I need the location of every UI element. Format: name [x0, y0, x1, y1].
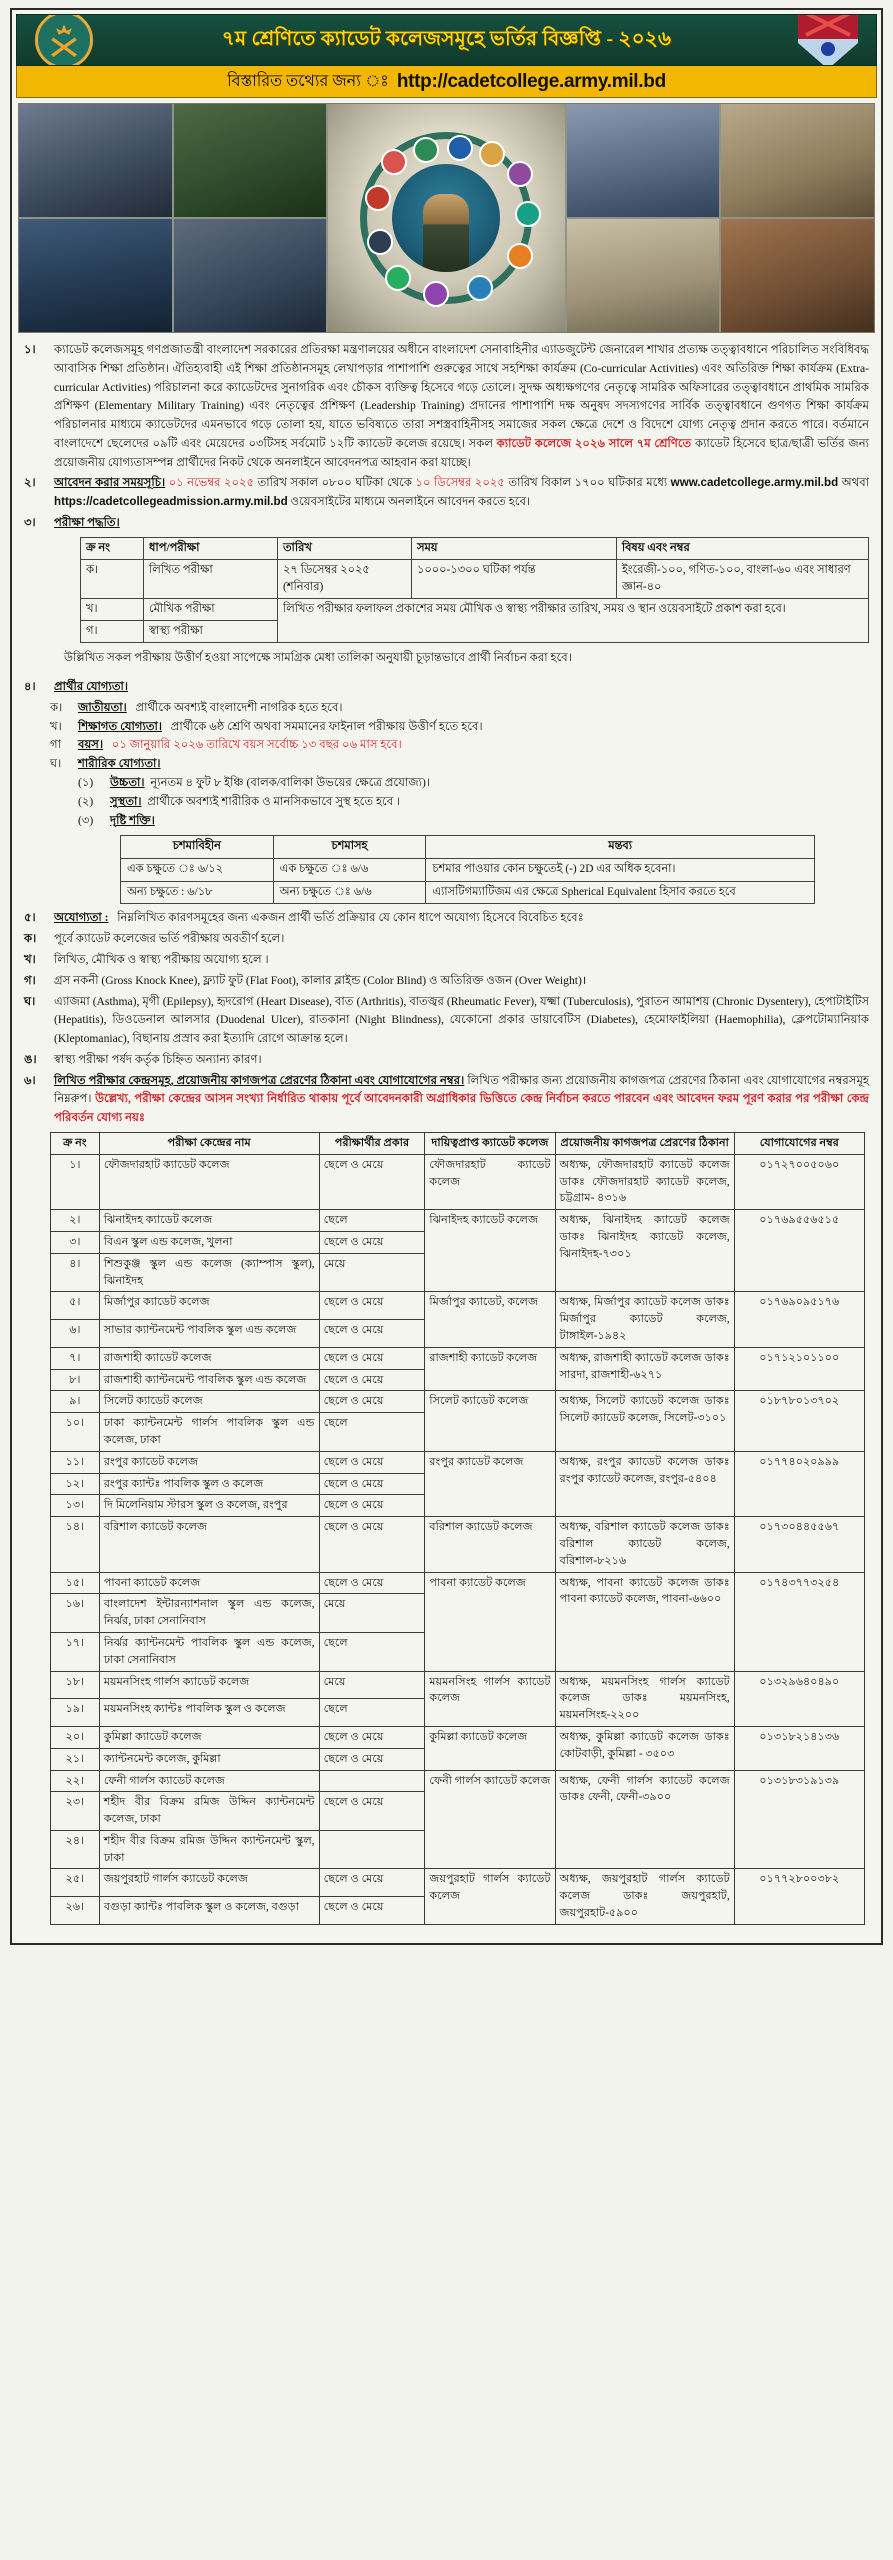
notice-sheet: [10, 8, 883, 1945]
section-6-heading: লিখিত পরীক্ষার কেন্দ্রসমূহ, প্রয়োজনীয় কাগজপত্র প্রেরণের ঠিকানা এবং যোগাযোগের নম্বর।: [54, 1073, 465, 1087]
physical-fitness-number: (২): [78, 794, 94, 808]
centers-col-center-name: পরীক্ষা কেন্দ্রের নাম: [99, 1133, 319, 1155]
section-2: [24, 474, 869, 512]
section-6-number: ৬।: [24, 1073, 36, 1087]
disqualification-a: [24, 930, 869, 949]
physical-eyesight: [78, 812, 869, 831]
center-sl: ১৬।: [51, 1594, 100, 1633]
center-name: কুমিল্লা ক্যাডেট কলেজ: [99, 1726, 319, 1748]
center-address: অধ্যক্ষ, পাবনা ক্যাডেট কলেজ ডাকঃ পাবনা ক্যাডেট কলেজ, পাবনা-৬৬০০: [555, 1572, 734, 1671]
center-candidate-type: [319, 1770, 425, 1792]
disqualification-b-text: লিখিত, মৌখিক ও স্বাস্থ্য পরীক্ষায় অযোগ্য হলে ।: [54, 952, 269, 966]
section-3-heading: পরীক্ষা পদ্ধতি।: [54, 516, 120, 530]
physical-eyesight-label: দৃষ্টি শক্তি।: [110, 813, 155, 827]
section-3-note-text: উল্লিখিত সকল পরীক্ষায় উত্তীর্ণ হওয়া সাপেক্ষে সামগ্রিক মেধা তালিকা অনুযায়ী চূড়ান্তভাবে প্রার্থী নির্বাচন করা হবে।: [64, 651, 572, 665]
center-contact-number[interactable]: ০১৩২৯৬৪০৪৯০: [734, 1671, 864, 1726]
qualification-age-label: বয়স।: [78, 738, 104, 752]
center-candidate-type: ছেলে ও মেয়ে: [319, 1726, 425, 1748]
table-row: [121, 859, 815, 882]
disqualification-d-text: এ্যাজমা (Asthma), মৃগী (Epilepsy), হৃদরোগ (Heart Disease), বাত (Arthritis), বাতজ্বর (Rheumatic Fever), যক্ষ্মা (Tuberculosis), পুরাতন আমাশয় (Chronic Dysentery), হেপাটাইটিস (Hepatitis), ডিওডেনাল আলসার (Duodenal Ulcer), রাতকানা (Night Blindness), যেকোনো প্রকার ডায়াবেটিস (Diabetes), হেমোফাইলিয়া (Haemophilia), ক্লেপটোম্যানিয়াক (Kleptomaniac), বিছানায় প্রস্রাব করা ইত্যাদি রোগে আক্রান্ত হলে।: [54, 994, 869, 1046]
collage-photo-1: [19, 104, 172, 217]
center-sl: ২।: [51, 1210, 100, 1232]
website-url-strip[interactable]: [16, 66, 877, 98]
disqualification-d-number: ঘ।: [24, 994, 36, 1008]
eyesight-remark-2: এ্যাসটিগম্যাটিজম এর ক্ষেত্রে Spherical Equivalent হিসাব করতে হবে: [426, 881, 815, 904]
section-1: [24, 341, 869, 472]
photo-collage: [18, 103, 875, 333]
center-address: অধ্যক্ষ, রাজশাহী ক্যাডেট কলেজ ডাকঃ সারদা, রাজশাহী-৬২৭১: [555, 1347, 734, 1391]
center-name: ক্যান্টনমেন্ট কলেজ, কুমিল্লা: [99, 1748, 319, 1770]
center-name: ঝিনাইদহ ক্যাডেট কলেজ: [99, 1210, 319, 1232]
centers-col-contact-number: যোগাযোগের নম্বর: [734, 1133, 864, 1155]
section-3-number: ৩।: [24, 516, 36, 530]
center-name: পাবনা ক্যাডেট কলেজ: [99, 1572, 319, 1594]
center-sl: ৬।: [51, 1320, 100, 1348]
qualification-nationality: [50, 699, 869, 718]
table-row: [51, 1210, 865, 1232]
center-address: অধ্যক্ষ, কুমিল্লা ক্যাডেট কলেজ ডাকঃ কোটবাড়ী, কুমিল্লা - ৩৫০৩: [555, 1726, 734, 1770]
table-row: [51, 1347, 865, 1369]
center-sl: ১৭।: [51, 1632, 100, 1671]
center-contact-number[interactable]: ০১৭৭২৮০০৩৮২: [734, 1869, 864, 1924]
center-candidate-type: ছেলে: [319, 1210, 425, 1232]
centers-header-row: [51, 1133, 865, 1155]
exam-row-sl: ক।: [81, 559, 144, 598]
exam-col-date: তারিখ: [277, 537, 411, 559]
collage-photo-6: [174, 219, 327, 332]
center-contact-number[interactable]: ০১৭২৭০০৫০৬০: [734, 1154, 864, 1209]
center-candidate-type: ছেলে ও মেয়ে: [319, 1231, 425, 1253]
physical-fitness-label: সুস্থতা।: [110, 794, 142, 808]
center-candidate-type: ছেলে ও মেয়ে: [319, 1869, 425, 1897]
center-sl: ২৫।: [51, 1869, 100, 1897]
center-responsible-college: বরিশাল ক্যাডেট কলেজ: [425, 1517, 555, 1572]
center-contact-number[interactable]: ০১৭৭৪০২০৯৯৯: [734, 1451, 864, 1516]
exam-row-sl: খ।: [81, 599, 144, 621]
section-3: [24, 514, 869, 533]
physical-fitness-text: প্রার্থীকে অবশ্যই শারীরিক ও মানসিকভাবে সুস্থ হতে হবে ।: [147, 794, 401, 808]
exam-centers-table: [50, 1132, 865, 1925]
center-contact-number[interactable]: ০১৭৬৯০৯৫১৭৬: [734, 1292, 864, 1347]
collage-photo-7: [567, 219, 720, 332]
table-row: [51, 1572, 865, 1594]
eyesight-with-1: এক চক্ষুতে ঃ ৬/৬: [273, 859, 426, 882]
website-url[interactable]: http://cadetcollege.army.mil.bd: [396, 70, 666, 92]
disqualification-b-number: খ।: [24, 952, 36, 966]
center-name: ঢাকা ক্যান্টনমেন্ট গার্লস পাবলিক স্কুল এন্ড কলেজ, ঢাকা: [99, 1413, 319, 1452]
center-name: বরিশাল ক্যাডেট কলেজ: [99, 1517, 319, 1572]
center-contact-number[interactable]: ০১৭৪৩৭৭৩২৫৪: [734, 1572, 864, 1671]
header-banner: [16, 14, 877, 66]
center-sl: ১১।: [51, 1451, 100, 1473]
exam-col-sl: ক্র নং: [81, 537, 144, 559]
center-candidate-type: ছেলে: [319, 1413, 425, 1452]
center-address: অধ্যক্ষ, ময়মনসিংহ গার্লস ক্যাডেট কলেজ ডাকঃ ময়মনসিংহ, ময়মনসিংহ-২২০০: [555, 1671, 734, 1726]
centers-col-sl: ক্র নং: [51, 1133, 100, 1155]
qualification-physical-label: শারীরিক যোগ্যতা।: [78, 757, 161, 771]
eyesight-remark-1: চশমার পাওয়ার কোন চক্ষুতেই (-) 2D এর অধিক হবেনা।: [426, 859, 815, 882]
center-candidate-type: ছেলে ও মেয়ে: [319, 1451, 425, 1473]
section-4: [24, 678, 869, 697]
center-sl: ৪।: [51, 1253, 100, 1292]
section-1-number: ১।: [24, 343, 36, 356]
center-sl: ৯।: [51, 1391, 100, 1413]
eyesight-col-remarks: মন্তব্য: [426, 836, 815, 859]
center-candidate-type: ছেলে ও মেয়ে: [319, 1495, 425, 1517]
center-name: রংপুর ক্যাডেট কলেজ: [99, 1451, 319, 1473]
center-name: রংপুর ক্যান্টঃ পাবলিক স্কুল ও কলেজ: [99, 1473, 319, 1495]
physical-height-text: ন্যূনতম ৪ ফুট ৮ ইঞ্চি (বালক/বালিকা উভয়ের ক্ষেত্রে প্রযোজ্য)।: [150, 776, 430, 790]
centers-col-address: প্রয়োজনীয় কাগজপত্র প্রেরণের ঠিকানা: [555, 1133, 734, 1155]
center-candidate-type: ছেলে ও মেয়ে: [319, 1391, 425, 1413]
centers-col-responsible-college: দায়িত্বপ্রাপ্ত ক্যাডেট কলেজ: [425, 1133, 555, 1155]
qualification-education-text: প্রার্থীকে ৬ষ্ঠ শ্রেণি অথবা সমমানের ফাইনাল পরীক্ষায় উত্তীর্ণ হতে হবে।: [170, 719, 483, 733]
center-name: মির্জাপুর ক্যাডেট কলেজ: [99, 1292, 319, 1320]
center-name: ময়মনসিংহ গার্লস ক্যাডেট কলেজ: [99, 1671, 319, 1699]
center-sl: ১০।: [51, 1413, 100, 1452]
center-name: সাভার ক্যান্টনমেন্ট পাবলিক স্কুল এন্ড কলেজ: [99, 1320, 319, 1348]
center-candidate-type: ছেলে ও মেয়ে: [319, 1369, 425, 1391]
section-5: [24, 909, 869, 928]
exam-method-table: [80, 537, 869, 644]
center-candidate-type: ছেলে ও মেয়ে: [319, 1154, 425, 1209]
exam-col-subjects: বিষয় এবং নম্বর: [616, 537, 868, 559]
center-candidate-type: ছেলে ও মেয়ে: [319, 1517, 425, 1572]
center-sl: ৩।: [51, 1231, 100, 1253]
table-row: [81, 559, 869, 598]
center-candidate-type: [319, 1830, 425, 1869]
center-name: ময়মনসিংহ ক্যান্টঃ পাবলিক স্কুল ও কলেজ: [99, 1699, 319, 1727]
url-label: বিস্তারিত তথ্যের জন্য ঃ: [227, 73, 389, 90]
center-candidate-type: ছেলে: [319, 1632, 425, 1671]
center-name: শহীদ বীর বিক্রম রমিজ উদ্দিন ক্যান্টনমেন্ট কলেজ, ঢাকা: [99, 1792, 319, 1831]
center-address: অধ্যক্ষ, ফেনী গার্লস ক্যাডেট কলেজ ডাকঃ ফেনী, ফেনী-৩৯০০: [555, 1770, 734, 1869]
qualification-nationality-label: জাতীয়তা।: [78, 700, 127, 714]
exam-row-stage: মৌখিক পরীক্ষা: [144, 599, 278, 621]
center-responsible-college: ঝিনাইদহ ক্যাডেট কলেজ: [425, 1210, 555, 1292]
eyesight-col-with-glasses: চশমাসহ: [273, 836, 426, 859]
center-contact-number[interactable]: ০১৩১৮২১৪১৩৬: [734, 1726, 864, 1770]
cadet-college-crest-icon: [796, 14, 860, 66]
eyesight-with-2: অন্য চক্ষুতে ঃ ৬/৬: [273, 881, 426, 904]
disqualification-e: [24, 1051, 869, 1070]
qualification-physical: [50, 755, 869, 774]
center-address: অধ্যক্ষ, সিলেট ক্যাডেট কলেজ ডাকঃ সিলেট ক্যাডেট কলেজ, সিলেট-৩১০১: [555, 1391, 734, 1451]
section-3-note: [64, 649, 869, 668]
table-row: [51, 1292, 865, 1320]
application-website-2[interactable]: https://cadetcollegeadmission.army.mil.bd: [54, 495, 288, 509]
section-2-mid2: তারিখ বিকাল ১৭০০ ঘটিকার মধ্যে: [504, 476, 671, 490]
center-name: বগুড়া ক্যান্টঃ পাবলিক স্কুল ও কলেজ, বগুড়া: [99, 1897, 319, 1925]
disqualification-a-number: ক।: [24, 932, 37, 946]
table-row: [51, 1451, 865, 1473]
exam-row-merged-note: লিখিত পরীক্ষার ফলাফল প্রকাশের সময় মৌখিক ও স্বাস্থ্য পরীক্ষার তারিখ, সময় ও স্থান ওয়েবসাইটে প্রকাশ করা হবে।: [277, 599, 868, 643]
disqualification-c: [24, 972, 869, 991]
qualification-age: [50, 736, 869, 755]
center-sl: ২২।: [51, 1770, 100, 1792]
center-responsible-college: রংপুর ক্যাডেট কলেজ: [425, 1451, 555, 1516]
exam-col-time: সময়: [411, 537, 616, 559]
collage-photo-3: [567, 104, 720, 217]
center-name: নির্ঝর ক্যান্টনমেন্ট পাবলিক স্কুল এন্ড কলেজ, ঢাকা সেনানিবাস: [99, 1632, 319, 1671]
table-row: [51, 1154, 865, 1209]
center-emblem-medallion: [328, 104, 565, 332]
exam-row-time: ১০০০-১৩০০ ঘটিকা পর্যন্ত: [411, 559, 616, 598]
table-row: [121, 881, 815, 904]
collage-photo-8: [721, 219, 874, 332]
application-website-1[interactable]: www.cadetcollege.army.mil.bd: [670, 476, 839, 490]
center-sl: ২১।: [51, 1748, 100, 1770]
section-6: [24, 1072, 869, 1128]
table-row: [51, 1391, 865, 1413]
qualification-education: [50, 718, 869, 737]
center-name: শিশুকুঞ্জ স্কুল এন্ড কলেজ (ক্যাম্পাস স্কুল), ঝিনাইদহ: [99, 1253, 319, 1292]
banner-title: ৭ম শ্রেণিতে ক্যাডেট কলেজসমূহে ভর্তির বিজ্ঞপ্তি - ২০২৬: [221, 27, 672, 50]
disqualification-c-text: গ্রস নকনী (Gross Knock Knee), ফ্ল্যাট ফুট (Flat Foot), কালার ব্লাইন্ড (Color Blind) ও অতিরিক্ত ওজন (Over Weight)।: [54, 973, 587, 987]
center-sl: ১৪।: [51, 1517, 100, 1572]
center-sl: ৭।: [51, 1347, 100, 1369]
section-5-number: ৫।: [24, 911, 36, 925]
eyesight-header-row: [121, 836, 815, 859]
center-contact-number[interactable]: ০১৮৭৮০১৩৭০২: [734, 1391, 864, 1451]
center-candidate-type: ছেলে ও মেয়ে: [319, 1572, 425, 1594]
center-candidate-type: ছেলে ও মেয়ে: [319, 1748, 425, 1770]
qualification-age-text: ০১ জানুয়ারি ২০২৬ তারিখে বয়স সর্বোচ্চ ১৩ বছর ০৬ মাস হবে।: [111, 738, 402, 752]
center-responsible-college: পাবনা ক্যাডেট কলেজ: [425, 1572, 555, 1671]
center-name: দি মিলেনিয়াম স্টারস স্কুল ও কলেজ, রংপুর: [99, 1495, 319, 1517]
section-2-mid3: অথবা: [838, 476, 870, 490]
center-candidate-type: মেয়ে: [319, 1253, 425, 1292]
application-end-date: ১০ ডিসেম্বর ২০২৫: [415, 476, 505, 490]
center-sl: ১৯।: [51, 1699, 100, 1727]
table-row: [51, 1770, 865, 1792]
center-name: ফেনী গার্লস ক্যাডেট কলেজ: [99, 1770, 319, 1792]
section-2-number: ২।: [24, 476, 36, 490]
application-start-date: ০১ নভেম্বর ২০২৫: [168, 476, 255, 490]
center-address: অধ্যক্ষ, বরিশাল ক্যাডেট কলেজ ডাকঃ বরিশাল ক্যাডেট কলেজ, বরিশাল-৮২১৬: [555, 1517, 734, 1572]
eyesight-table: [120, 835, 815, 904]
section-4-heading: প্রার্থীর যোগ্যতা।: [54, 680, 129, 694]
disqualification-e-number: ঙ।: [24, 1052, 37, 1066]
qualification-education-label: শিক্ষাগত যোগ্যতা।: [78, 719, 163, 733]
center-sl: ১।: [51, 1154, 100, 1209]
disqualification-b: [24, 951, 869, 970]
qualification-education-number: খ।: [50, 719, 62, 733]
center-name: সিলেট ক্যাডেট কলেজ: [99, 1391, 319, 1413]
center-name: শহীদ বীর বিক্রম রমিজ উদ্দিন ক্যান্টনমেন্ট স্কুল, ঢাকা: [99, 1830, 319, 1869]
center-responsible-college: ফেনী গার্লস ক্যাডেট কলেজ: [425, 1770, 555, 1869]
section-2-heading: আবেদন করার সময়সূচি।: [54, 476, 166, 490]
qualification-physical-number: ঘ।: [50, 757, 62, 771]
center-name: রাজশাহী ক্যাডেট কলেজ: [99, 1347, 319, 1369]
center-name: জয়পুরহাট গার্লস ক্যাডেট কলেজ: [99, 1869, 319, 1897]
qualification-nationality-number: ক।: [50, 700, 63, 714]
center-candidate-type: ছেলে ও মেয়ে: [319, 1473, 425, 1495]
exam-col-stage: ধাপ/পরীক্ষা: [144, 537, 278, 559]
notice-body: [12, 333, 881, 1943]
center-candidate-type: ছেলে ও মেয়ে: [319, 1320, 425, 1348]
center-responsible-college: সিলেট ক্যাডেট কলেজ: [425, 1391, 555, 1451]
table-row: [51, 1517, 865, 1572]
center-contact-number[interactable]: ০১৭৬৯৫৫৬৫১৫: [734, 1210, 864, 1292]
center-candidate-type: মেয়ে: [319, 1594, 425, 1633]
center-name: বাংলাদেশ ইন্টারন্যাশনাল স্কুল এন্ড কলেজ, নির্ঝর, ঢাকা সেনানিবাস: [99, 1594, 319, 1633]
center-name: বিএন স্কুল এন্ড কলেজ, খুলনা: [99, 1231, 319, 1253]
exam-row-sl: গ।: [81, 621, 144, 643]
center-responsible-college: ময়মনসিংহ গার্লস ক্যাডেট কলেজ: [425, 1671, 555, 1726]
center-address: অধ্যক্ষ, ঝিনাইদহ ক্যাডেট কলেজ ডাকঃ ঝিনাইদহ ক্যাডেট কলেজ, ঝিনাইদহ-৭৩০১: [555, 1210, 734, 1292]
center-responsible-college: জয়পুরহাট গার্লস ক্যাডেট কলেজ: [425, 1869, 555, 1924]
section-6-text: লিখিত পরীক্ষার জন্য প্রয়োজনীয় কাগজপত্র প্রেরণের ঠিকানা এবং যোগাযোগের নম্বরসমূহ নিম্নরুপ।: [54, 1073, 869, 1106]
eyesight-without-2: অন্য চক্ষুতে : ৬/১৮: [121, 881, 274, 904]
center-candidate-type: মেয়ে: [319, 1671, 425, 1699]
center-address: অধ্যক্ষ, ফৌজদারহাট ক্যাডেট কলেজ ডাকঃ ফৌজদারহাট ক্যাডেট কলেজ, চট্টগ্রাম- ৪৩১৬: [555, 1154, 734, 1209]
center-candidate-type: ছেলে ও মেয়ে: [319, 1897, 425, 1925]
center-sl: ১২।: [51, 1473, 100, 1495]
section-5-lead: নিম্নলিখিত কারণসমূহের জন্য একজন প্রার্থী ভর্তি প্রক্রিয়ার যে কোন ধাপে অযোগ্য হিসেবে বিবেচিত হবেঃ: [117, 911, 584, 925]
physical-height: [78, 774, 869, 793]
table-row: [51, 1869, 865, 1897]
center-sl: ৮।: [51, 1369, 100, 1391]
center-candidate-type: ছেলে ও মেয়ে: [319, 1792, 425, 1831]
exam-row-stage: লিখিত পরীক্ষা: [144, 559, 278, 598]
section-1-highlight: ক্যাডেট কলেজে ২০২৬ সালে ৭ম শ্রেণিতে: [496, 436, 692, 450]
center-sl: ২৩।: [51, 1792, 100, 1831]
section-5-heading: অযোগ্যতা :: [54, 911, 109, 925]
center-address: অধ্যক্ষ, রংপুর ক্যাডেট কলেজ ডাকঃ রংপুর ক্যাডেট কলেজ, রংপুর-৫৪০৪: [555, 1451, 734, 1516]
center-contact-number[interactable]: ০১৭১২১০১১০০: [734, 1347, 864, 1391]
center-responsible-college: মির্জাপুর ক্যাডেট, কলেজ: [425, 1292, 555, 1347]
eyesight-without-1: এক চক্ষুতে ঃ ৬/১২: [121, 859, 274, 882]
center-responsible-college: কুমিল্লা ক্যাডেট কলেজ: [425, 1726, 555, 1770]
qualification-age-number: গা: [50, 738, 61, 752]
center-sl: ২৪।: [51, 1830, 100, 1869]
center-contact-number[interactable]: ০১৩১৮৩১৯১৩৯: [734, 1770, 864, 1869]
exam-row-date: ২৭ ডিসেম্বর ২০২৫ (শনিবার): [277, 559, 411, 598]
exam-row-stage: স্বাস্থ্য পরীক্ষা: [144, 621, 278, 643]
center-sl: ১৫।: [51, 1572, 100, 1594]
physical-eyesight-number: (৩): [78, 813, 94, 827]
center-name: রাজশাহী ক্যান্টনমেন্ট পাবলিক স্কুল এন্ড কলেজ: [99, 1369, 319, 1391]
section-1-text-tail: ক্যাডেট হিসেবে ছাত্র/ছাত্রী ভর্তির জন্য প্রয়োজনীয় যোগ্যতাসম্পন্ন প্রার্থীদের নিকট থেকে অনলাইনে আবেদনপত্র আহবান করা যাচ্ছে।: [54, 436, 869, 469]
section-2-mid1: তারিখ সকাল ০৮০০ ঘটিকা থেকে: [254, 476, 416, 490]
center-candidate-type: ছেলে: [319, 1699, 425, 1727]
section-2-tail: ওয়েবসাইটের মাধ্যমে অনলাইনে আবেদন করতে হবে।: [287, 495, 531, 509]
disqualification-c-number: গ।: [24, 973, 36, 987]
disqualification-d: [24, 993, 869, 1049]
table-row: [51, 1726, 865, 1748]
bangladesh-army-crest-icon: [35, 14, 93, 66]
center-candidate-type: ছেলে ও মেয়ে: [319, 1347, 425, 1369]
collage-photo-5: [19, 219, 172, 332]
center-address: অধ্যক্ষ, জয়পুরহাট গার্লস ক্যাডেট কলেজ ডাকঃ জয়পুরহাট, জয়পুরহাট-৫৯০০: [555, 1869, 734, 1924]
physical-height-number: (১): [78, 776, 94, 790]
center-sl: ১৮।: [51, 1671, 100, 1699]
disqualification-e-text: স্বাস্থ্য পরীক্ষা পর্ষদ কর্তৃক চিহ্নিত অন্যান্য কারণ।: [54, 1052, 262, 1066]
center-responsible-college: রাজশাহী ক্যাডেট কলেজ: [425, 1347, 555, 1391]
collage-photo-2: [174, 104, 327, 217]
center-sl: ২৬।: [51, 1897, 100, 1925]
physical-height-label: উচ্চতা।: [110, 776, 145, 790]
section-6-red-note: উল্লেখ্য, পরীক্ষা কেন্দ্রের আসন সংখ্যা নির্ধারিত থাকায় পূর্বে আবেদনকারী অগ্রাধিকার ভিত্তিতে কেন্দ্র নির্বাচন করতে পারবেন এবং আবেদন ফরম পূরণ করার পর পরীক্ষা কেন্দ্র পরিবর্তন যোগ্য নয়ঃ: [54, 1092, 869, 1125]
table-row: [81, 599, 869, 621]
centers-col-candidate-type: পরীক্ষার্থীর প্রকার: [319, 1133, 425, 1155]
center-contact-number[interactable]: ০১৭৩০৪৪৫৫৬৭: [734, 1517, 864, 1572]
center-address: অধ্যক্ষ, মির্জাপুর ক্যাডেট কলেজ ডাকঃ মির্জাপুর ক্যাডেট কলেজ, টাঙ্গাইল-১৯৪২: [555, 1292, 734, 1347]
collage-photo-4: [721, 104, 874, 217]
eyesight-col-without-glasses: চশমাবিহীন: [121, 836, 274, 859]
center-responsible-college: ফৌজদারহাট ক্যাডেট কলেজ: [425, 1154, 555, 1209]
exam-method-header-row: [81, 537, 869, 559]
qualification-nationality-text: প্রার্থীকে অবশ্যই বাংলাদেশী নাগরিক হতে হবে।: [135, 700, 343, 714]
center-sl: ৫।: [51, 1292, 100, 1320]
center-candidate-type: ছেলে ও মেয়ে: [319, 1292, 425, 1320]
physical-fitness: [78, 793, 869, 812]
section-4-number: ৪।: [24, 680, 36, 694]
center-sl: ১৩।: [51, 1495, 100, 1517]
disqualification-a-text: পূর্বে ক্যাডেট কলেজের ভর্তি পরীক্ষায় অবতীর্ণ হলে।: [54, 932, 285, 946]
center-sl: ২০।: [51, 1726, 100, 1748]
section-1-text: ক্যাডেট কলেজসমূহ গণপ্রজাতন্ত্রী বাংলাদেশ সরকারের প্রতিরক্ষা মন্ত্রণালয়ের অধীনে বাংলাদেশ সেনাবাহিনীর এ্যাডজুটেন্ট জেনারেল শাখার প্রত্যক্ষ তত্ত্বাবধানে পরিচালিত সংবিধিবদ্ধ আবাসিক শিক্ষা প্রতিষ্ঠান। ঐতিহ্যবাহী এই শিক্ষা প্রতিষ্ঠানসমূহ লেখাপড়ার পাশাপাশি গুরুত্বের সাথে সহশিক্ষা কার্যক্রম (Co-curricular Activities) এবং অতিরিক্ত শিক্ষা কার্যক্রম (Extra-curricular Activities) পরিচালনা করে ক্যাডেটদের সুনাগরিক এবং চৌকস ব্যক্তিত্ব হিসেবে গড়ে তোলে। সুদক্ষ অধ্যক্ষগণের নেতৃত্বে সামরিক অফিসারের তত্ত্বাবধানে প্রাথমিক সামরিক প্রশিক্ষণ (Elementary Military Training) এবং নেতৃত্বের প্রশিক্ষণ (Leadership Training) প্রদানের পাশাপাশি দক্ষ অনুষদ সদস্যগণের সার্বিক তত্ত্বাবধানে গুণগত শিক্ষা কার্যক্রম পরিচালনার মাধ্যমে ক্যাডেটদের এমনভাবে গড়ে তোলা হয়, যাতে ভবিষ্যতে তারা সশস্ত্রবাহিনীসহ সমাজের সকল ক্ষেত্রে দেশে ও বিদেশে যোগ্য নেতৃত্ব প্রদান করতে পারে। বর্তমানে বাংলাদেশে ছেলেদের ০৯টি এবং মেয়েদের ০৩টিসহ সর্বমোট ১২টি ক্যাডেট কলেজ রয়েছে। সকল: [54, 343, 870, 450]
table-row: [51, 1671, 865, 1699]
center-name: ফৌজদারহাট ক্যাডেট কলেজ: [99, 1154, 319, 1209]
exam-row-subjects: ইংরেজী-১০০, গণিত-১০০, বাংলা-৬০ এবং সাধারণ জ্ঞান-৪০: [616, 559, 868, 598]
